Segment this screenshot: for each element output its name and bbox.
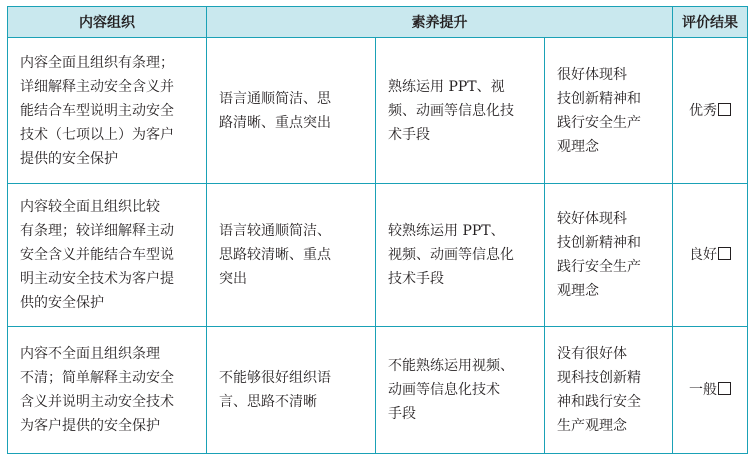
content-cell: 内容较全面且组织比较 有条理；较详细解释主动 安全含义并能结合车型说 明主动安全技术为客户提 供的安全保护	[8, 184, 207, 326]
header-content-organization: 内容组织	[8, 7, 207, 38]
content-cell: 内容全面且组织有条理； 详细解释主动安全含义并 能结合车型说明主动安全 技术（七项以上）为客户 提供的安全保护	[8, 38, 207, 184]
table-row	[8, 326, 748, 453]
info-tech-cell: 较熟练运用 PPT、 视频、动画等信息化 技术手段	[376, 184, 545, 326]
result-cell	[673, 184, 748, 326]
result-cell	[673, 38, 748, 184]
content-cell: 内容不全面且组织条理 不清；简单解释主动安全 含义并说明主动安全技术 为客户提供的安全保护	[8, 326, 207, 453]
spirit-cell: 较好体现科 技创新精神和 践行安全生产 观理念	[545, 184, 673, 326]
checkbox-icon[interactable]	[718, 103, 731, 116]
result-label: 优秀	[689, 102, 717, 119]
checkbox-icon[interactable]	[718, 382, 731, 395]
info-tech-cell: 熟练运用 PPT、视 频、动画等信息化技 术手段	[376, 38, 545, 184]
language-cell: 不能够很好组织语 言、思路不清晰	[207, 326, 376, 453]
table-row	[8, 38, 748, 184]
spirit-cell: 没有很好体 现科技创新精 神和践行安全 生产观理念	[545, 326, 673, 453]
result-label: 一般	[689, 381, 717, 398]
info-tech-cell: 不能熟练运用视频、 动画等信息化技术 手段	[376, 326, 545, 453]
header-row	[8, 7, 748, 38]
table-row	[8, 184, 748, 326]
spirit-cell: 很好体现科 技创新精神和 践行安全生产 观理念	[545, 38, 673, 184]
checkbox-icon[interactable]	[718, 247, 731, 260]
language-cell: 语言通顺简洁、思 路清晰、重点突出	[207, 38, 376, 184]
language-cell: 语言较通顺简洁、 思路较清晰、重点 突出	[207, 184, 376, 326]
header-literacy-improvement: 素养提升	[207, 7, 673, 38]
result-label: 良好	[689, 247, 717, 263]
result-cell	[673, 326, 748, 453]
header-evaluation-result: 评价结果	[673, 7, 748, 38]
evaluation-table	[7, 6, 748, 454]
